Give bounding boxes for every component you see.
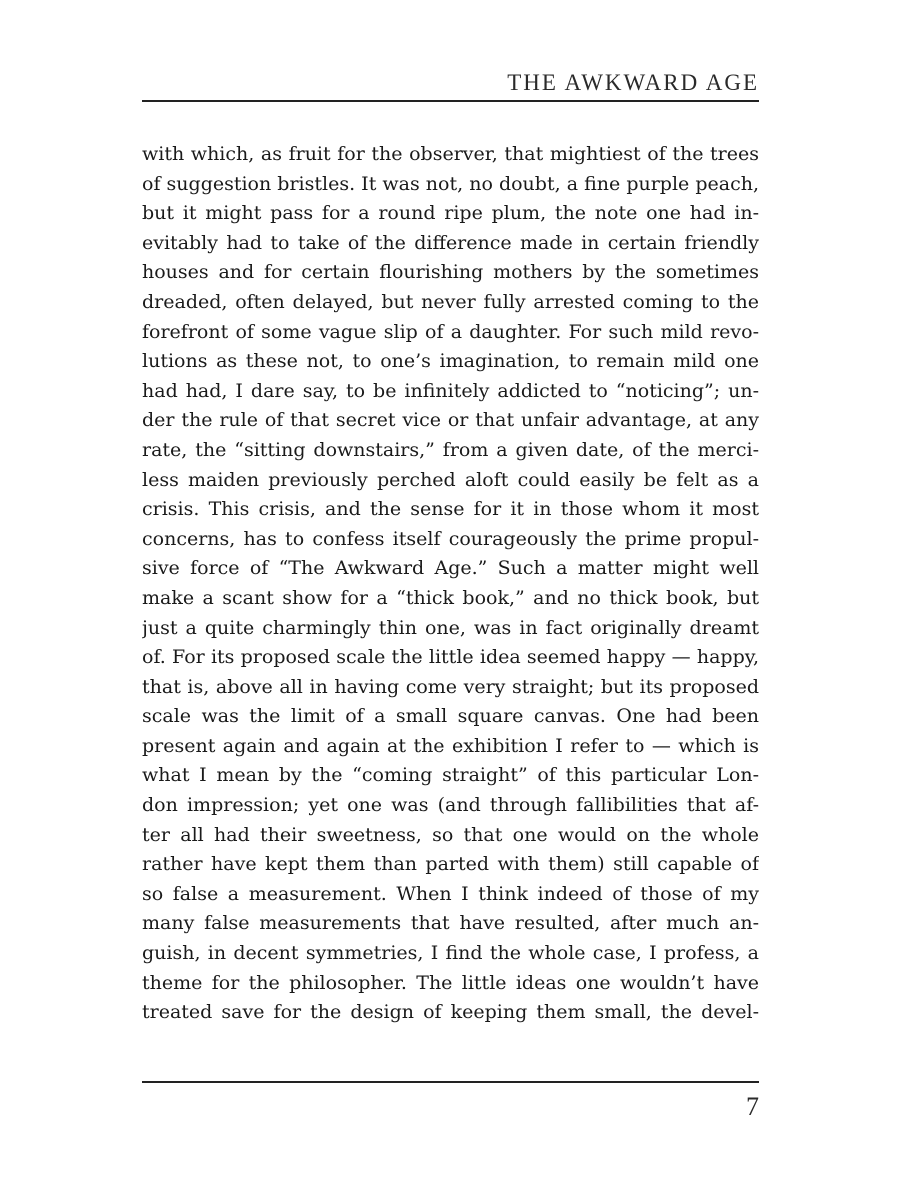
footer-rule: [142, 1081, 759, 1083]
text-line: of suggestion bristles. It was not, no doubt, a fine purple peach,: [142, 172, 759, 195]
text-line: scale was the limit of a small square canvas. One had been: [142, 705, 759, 728]
text-line: so false a measurement. When I think indeed of those of my: [142, 882, 759, 905]
text-line: guish, in decent symmetries, I find the whole case, I profess, a: [142, 942, 759, 965]
text-line: treated save for the design of keeping them small, the devel-: [142, 1001, 759, 1024]
text-line: but it might pass for a round ripe plum, the note one had in-: [142, 202, 759, 225]
text-line: sive force of “The Awkward Age.” Such a matter might well: [142, 557, 759, 580]
text-line: houses and for certain flourishing mothers by the sometimes: [142, 261, 759, 284]
text-line: present again and again at the exhibition I refer to — which is: [142, 734, 759, 757]
text-line: evitably had to take of the difference made in certain friendly: [142, 231, 759, 254]
text-line: theme for the philosopher. The little ideas one wouldn’t have: [142, 971, 759, 994]
text-line: concerns, has to confess itself courageously the prime propul-: [142, 527, 759, 550]
text-line: many false measurements that have resulted, after much an-: [142, 912, 759, 935]
text-line: forefront of some vague slip of a daughter. For such mild revo-: [142, 320, 759, 343]
text-line: don impression; yet one was (and through fallibilities that af-: [142, 794, 759, 817]
text-line: rather have kept them than parted with them) still capable of: [142, 853, 759, 876]
running-head-title: THE AWKWARD AGE: [507, 70, 759, 95]
text-line: that is, above all in having come very straight; but its proposed: [142, 675, 759, 698]
text-line: ter all had their sweetness, so that one would on the whole: [142, 823, 759, 846]
text-line: rate, the “sitting downstairs,” from a given date, of the merci-: [142, 438, 759, 461]
page-number: 7: [746, 1092, 759, 1121]
header-rule: [142, 100, 759, 102]
text-line: of. For its proposed scale the little idea seemed happy — happy,: [142, 646, 759, 669]
body-text: [142, 140, 759, 1028]
text-line: what I mean by the “coming straight” of this particular Lon-: [142, 764, 759, 787]
text-line: crisis. This crisis, and the sense for it in those whom it most: [142, 498, 759, 521]
text-line: lutions as these not, to one’s imagination, to remain mild one: [142, 350, 759, 373]
text-line: dreaded, often delayed, but never fully arrested coming to the: [142, 290, 759, 313]
text-line: der the rule of that secret vice or that unfair advantage, at any: [142, 409, 759, 432]
text-line: with which, as fruit for the observer, that mightiest of the trees: [142, 143, 759, 165]
text-line: make a scant show for a “thick book,” and no thick book, but: [142, 586, 759, 609]
text-line: had had, I dare say, to be infinitely addicted to “noticing”; un-: [142, 379, 759, 402]
text-line: less maiden previously perched aloft could easily be felt as a: [142, 468, 759, 491]
text-line: just a quite charmingly thin one, was in fact originally dreamt: [142, 616, 759, 639]
